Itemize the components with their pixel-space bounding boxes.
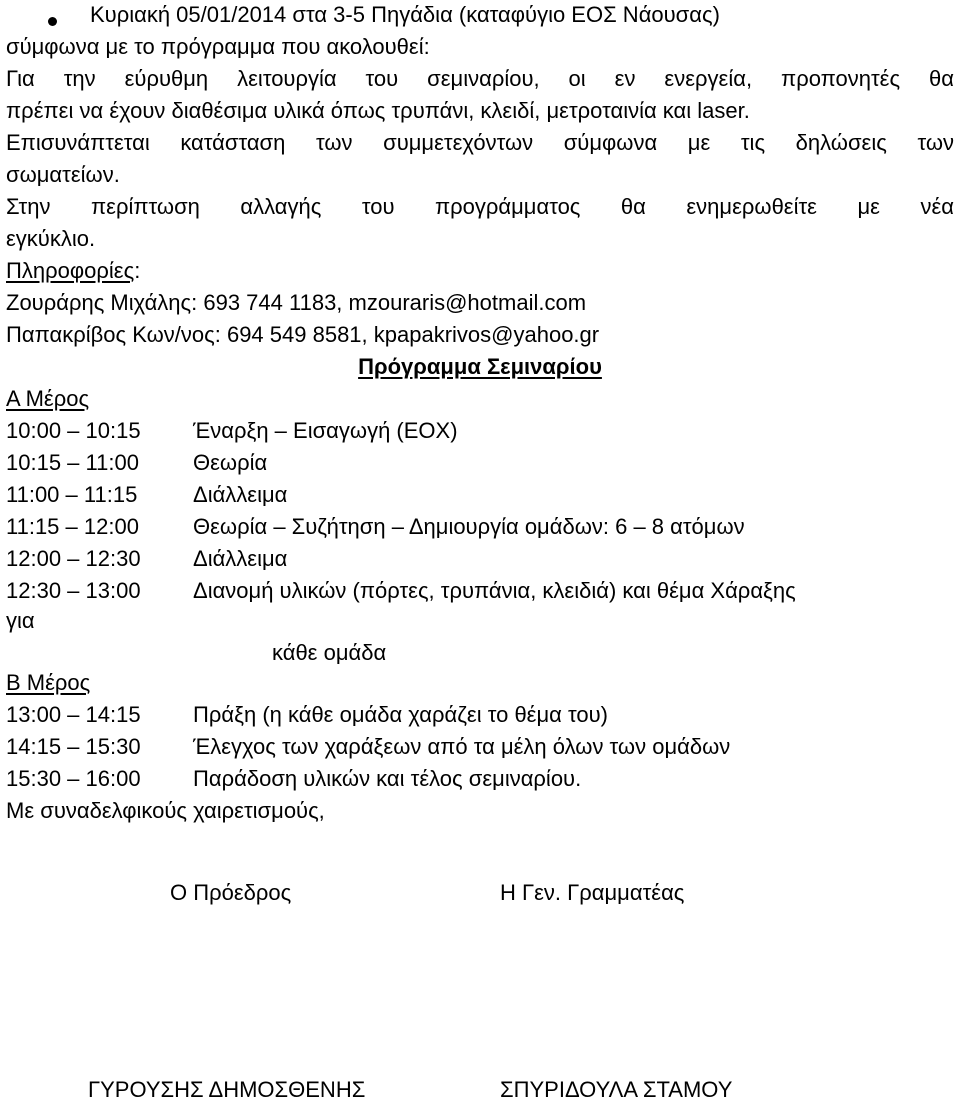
info-heading-line [6, 256, 140, 286]
contact-2: Παπακρίβος Κων/νος: 694 549 8581, kpapakrivos@yahoo.gr [6, 322, 600, 347]
info-heading: Πληροφορίες [6, 258, 135, 283]
schedule-time: 11:00 – 11:15 [6, 482, 138, 507]
intro-line-7: Στην περίπτωση αλλαγής του προγράμματος θα ενημερωθείτε με νέα [6, 194, 954, 219]
part-a-heading-line [6, 384, 89, 414]
schedule-time: 14:15 – 15:30 [6, 734, 141, 759]
schedule-row [0, 700, 960, 730]
schedule-time: 10:15 – 11:00 [6, 450, 139, 475]
schedule-activity: Έναρξη – Εισαγωγή (ΕΟΧ) [193, 418, 458, 443]
bullet-icon [48, 17, 57, 26]
signature-title-president: Ο Πρόεδρος [170, 880, 292, 905]
intro-line-4: πρέπει να έχουν διαθέσιμα υλικά όπως τρυπάνι, κλειδί, μετροταινία και laser. [6, 98, 750, 123]
schedule-row [0, 732, 960, 762]
schedule-row [0, 576, 960, 606]
schedule-activity: Διάλλειμα [193, 546, 288, 571]
schedule-row [0, 448, 960, 478]
schedule-row [0, 416, 960, 446]
schedule-activity: Πράξη (η κάθε ομάδα χαράζει το θέμα του) [193, 702, 608, 727]
signature-title-secretary: Η Γεν. Γραμματέας [500, 880, 685, 905]
signature-name-secretary: ΣΠΥΡΙΔΟΥΛΑ ΣΤΑΜΟΥ [500, 1077, 733, 1102]
part-b-heading-line [6, 668, 90, 698]
schedule-activity: Θεωρία – Συζήτηση – Δημιουργία ομάδων: 6 – 8 ατόμων [193, 514, 745, 539]
schedule-row [0, 544, 960, 574]
signature-name-president: ΓΥΡΟΥΣΗΣ ΔΗΜΟΣΘΕΝΗΣ [88, 1077, 366, 1102]
program-title-wrap [0, 352, 960, 382]
schedule-time: 12:30 – 13:00 [6, 578, 141, 603]
intro-line-8: εγκύκλιο. [6, 226, 96, 251]
schedule-row [0, 512, 960, 542]
info-heading-colon: : [134, 258, 141, 283]
schedule-time: 15:30 – 16:00 [6, 766, 141, 791]
part-a-heading: Α Μέρος [6, 386, 90, 411]
schedule-wrap-word: για [6, 608, 35, 633]
intro-line-5: Επισυνάπτεται κατάσταση των συμμετεχόντων σύμφωνα με τις δηλώσεις των [6, 130, 954, 155]
intro-line-6: σωματείων. [6, 162, 120, 187]
closing-text: Με συναδελφικούς χαιρετισμούς, [6, 798, 325, 823]
schedule-time: 13:00 – 14:15 [6, 702, 141, 727]
contact-1: Ζουράρης Μιχάλης: 693 744 1183, mzouraris@hotmail.com [6, 290, 587, 315]
intro-line-2: σύμφωνα με το πρόγραμμα που ακολουθεί: [6, 34, 430, 59]
intro-line-3: Για την εύρυθμη λειτουργία του σεμιναρίου, οι εν ενεργεία, προπονητές θα [6, 66, 954, 91]
schedule-activity: Έλεγχος των χαράξεων από τα μέλη όλων των ομάδων [193, 734, 731, 759]
schedule-activity: Παράδοση υλικών και τέλος σεμιναρίου. [193, 766, 582, 791]
schedule-time: 11:15 – 12:00 [6, 514, 139, 539]
schedule-activity: Διάλλειμα [193, 482, 288, 507]
schedule-wrap-continuation: κάθε ομάδα [272, 640, 387, 665]
schedule-activity: Διανομή υλικών (πόρτες, τρυπάνια, κλειδιά) και θέμα Χάραξης [193, 578, 796, 603]
part-b-heading: Β Μέρος [6, 670, 91, 695]
schedule-row [0, 764, 960, 794]
schedule-time: 10:00 – 10:15 [6, 418, 141, 443]
schedule-activity: Θεωρία [193, 450, 268, 475]
program-title: Πρόγραμμα Σεμιναρίου [358, 354, 602, 379]
schedule-time: 12:00 – 12:30 [6, 546, 141, 571]
schedule-row [0, 480, 960, 510]
intro-line-1: Κυριακή 05/01/2014 στα 3-5 Πηγάδια (καταφύγιο ΕΟΣ Νάουσας) [90, 2, 720, 27]
